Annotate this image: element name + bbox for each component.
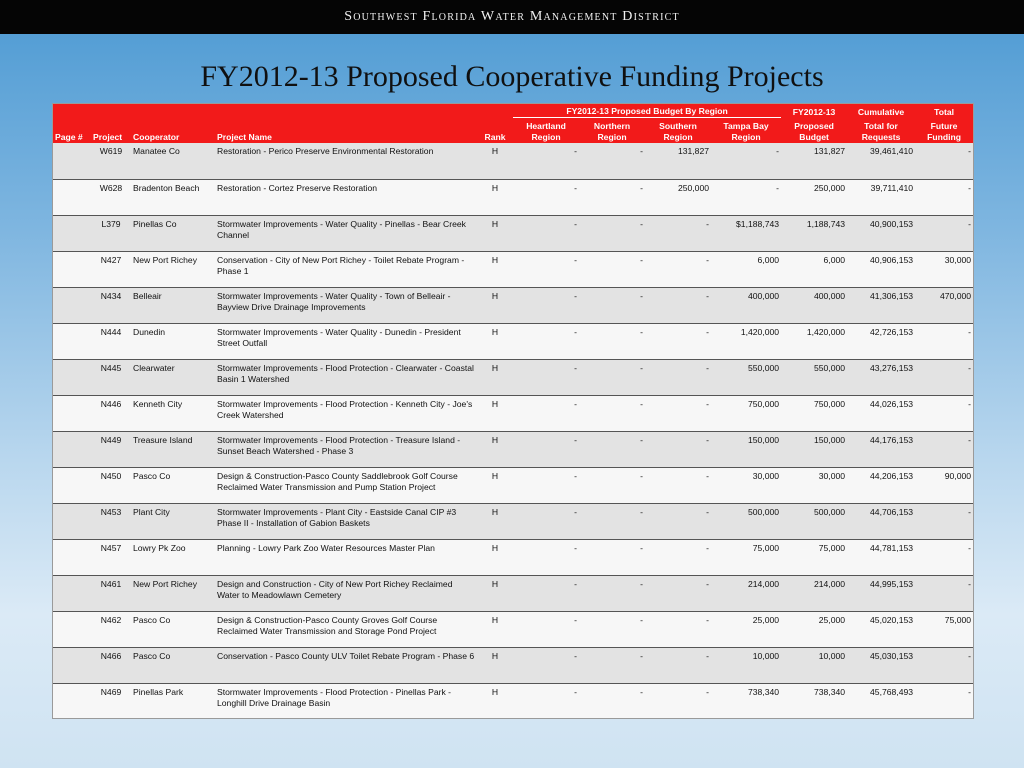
cell-heartland: - <box>513 647 579 683</box>
cell-rank: H <box>477 179 513 215</box>
cell-future-funding: - <box>915 215 973 251</box>
cell-cooperator: Pinellas Park <box>131 683 215 719</box>
cell-future-funding: - <box>915 323 973 359</box>
cell-tampa-bay: 738,340 <box>711 683 781 719</box>
col-project-name: Project Name <box>215 118 477 144</box>
cell-future-funding: - <box>915 179 973 215</box>
cell-proposed-budget: 150,000 <box>781 431 847 467</box>
cell-cooperator: Kenneth City <box>131 395 215 431</box>
total-header: Total <box>915 104 973 118</box>
cell-project-name: Conservation - Pasco County ULV Toilet Rebate Program - Phase 6 <box>215 647 477 683</box>
table-row <box>53 575 973 611</box>
table-row <box>53 611 973 647</box>
table-row <box>53 359 973 395</box>
col-future-funding: Future Funding <box>915 118 973 144</box>
cell-project-name: Stormwater Improvements - Flood Protection - Pinellas Park - Longhill Drive Drainage Basin <box>215 683 477 719</box>
cell-project: N445 <box>91 359 131 395</box>
cell-future-funding: - <box>915 503 973 539</box>
cell-southern: - <box>645 323 711 359</box>
cell-project: N446 <box>91 395 131 431</box>
cell-project: N462 <box>91 611 131 647</box>
cell-cumulative: 44,176,153 <box>847 431 915 467</box>
cell-cooperator: New Port Richey <box>131 575 215 611</box>
col-southern: Southern Region <box>645 118 711 144</box>
cell-tampa-bay: 500,000 <box>711 503 781 539</box>
cell-southern: 250,000 <box>645 179 711 215</box>
cell-project-name: Stormwater Improvements - Water Quality - Dunedin - President Street Outfall <box>215 323 477 359</box>
cell-cooperator: Manatee Co <box>131 143 215 179</box>
cell-rank: H <box>477 503 513 539</box>
table-row <box>53 251 973 287</box>
cell-proposed-budget: 400,000 <box>781 287 847 323</box>
col-rank: Rank <box>477 118 513 144</box>
cell-project: N457 <box>91 539 131 575</box>
col-proposed-budget: Proposed Budget <box>781 118 847 144</box>
cell-southern: - <box>645 287 711 323</box>
cell-rank: H <box>477 215 513 251</box>
cell-southern: - <box>645 251 711 287</box>
cell-proposed-budget: 10,000 <box>781 647 847 683</box>
table-row <box>53 287 973 323</box>
cell-heartland: - <box>513 215 579 251</box>
projects-table <box>53 104 973 719</box>
cell-southern: - <box>645 431 711 467</box>
cell-proposed-budget: 750,000 <box>781 395 847 431</box>
cell-tampa-bay: 6,000 <box>711 251 781 287</box>
cell-project-name: Restoration - Cortez Preserve Restoration <box>215 179 477 215</box>
cell-rank: H <box>477 323 513 359</box>
cell-tampa-bay: 400,000 <box>711 287 781 323</box>
cell-cooperator: Pasco Co <box>131 467 215 503</box>
col-cooperator: Cooperator <box>131 118 215 144</box>
cell-project: N450 <box>91 467 131 503</box>
cell-heartland: - <box>513 179 579 215</box>
cell-heartland: - <box>513 359 579 395</box>
cell-project: N434 <box>91 287 131 323</box>
cell-cooperator: Lowry Pk Zoo <box>131 539 215 575</box>
cell-rank: H <box>477 395 513 431</box>
cell-rank: H <box>477 467 513 503</box>
budget-by-region-header: FY2012-13 Proposed Budget By Region <box>513 104 781 118</box>
cell-tampa-bay: 550,000 <box>711 359 781 395</box>
cell-heartland: - <box>513 287 579 323</box>
cell-future-funding: 90,000 <box>915 467 973 503</box>
cell-heartland: - <box>513 323 579 359</box>
cell-northern: - <box>579 323 645 359</box>
col-tampa-bay: Tampa Bay Region <box>711 118 781 144</box>
cell-project: W619 <box>91 143 131 179</box>
cell-tampa-bay: $1,188,743 <box>711 215 781 251</box>
cell-northern: - <box>579 431 645 467</box>
table-row <box>53 323 973 359</box>
cell-cumulative: 45,768,493 <box>847 683 915 719</box>
cell-cumulative: 40,906,153 <box>847 251 915 287</box>
cell-northern: - <box>579 575 645 611</box>
cell-tampa-bay: 30,000 <box>711 467 781 503</box>
cell-rank: H <box>477 287 513 323</box>
cell-project-name: Stormwater Improvements - Flood Protection - Kenneth City - Joe's Creek Watershed <box>215 395 477 431</box>
cell-cooperator: Pasco Co <box>131 611 215 647</box>
cell-project-name: Design and Construction - City of New Port Richey Reclaimed Water to Meadowlawn Cemetery <box>215 575 477 611</box>
cell-project: N444 <box>91 323 131 359</box>
cell-cumulative: 45,030,153 <box>847 647 915 683</box>
cell-proposed-budget: 131,827 <box>781 143 847 179</box>
cell-future-funding: - <box>915 359 973 395</box>
cell-southern: 131,827 <box>645 143 711 179</box>
cell-northern: - <box>579 539 645 575</box>
cell-heartland: - <box>513 251 579 287</box>
cell-northern: - <box>579 251 645 287</box>
table-row <box>53 143 973 179</box>
table-row <box>53 215 973 251</box>
cell-tampa-bay: - <box>711 143 781 179</box>
cell-project: N427 <box>91 251 131 287</box>
cell-northern: - <box>579 395 645 431</box>
table-row <box>53 647 973 683</box>
cell-heartland: - <box>513 683 579 719</box>
cell-proposed-budget: 30,000 <box>781 467 847 503</box>
cell-cumulative: 44,026,153 <box>847 395 915 431</box>
cell-project-name: Planning - Lowry Park Zoo Water Resources Master Plan <box>215 539 477 575</box>
col-northern: Northern Region <box>579 118 645 144</box>
cell-proposed-budget: 25,000 <box>781 611 847 647</box>
cell-proposed-budget: 500,000 <box>781 503 847 539</box>
cell-project-name: Stormwater Improvements - Water Quality - Pinellas - Bear Creek Channel <box>215 215 477 251</box>
header-bar <box>0 0 1024 34</box>
cell-heartland: - <box>513 539 579 575</box>
table-row <box>53 179 973 215</box>
cell-northern: - <box>579 359 645 395</box>
cell-heartland: - <box>513 503 579 539</box>
cell-heartland: - <box>513 431 579 467</box>
cell-tampa-bay: 25,000 <box>711 611 781 647</box>
cell-cooperator: Plant City <box>131 503 215 539</box>
cell-project: N453 <box>91 503 131 539</box>
cell-northern: - <box>579 143 645 179</box>
col-total-for-requests: Total for Requests <box>847 118 915 144</box>
cell-southern: - <box>645 503 711 539</box>
cell-southern: - <box>645 611 711 647</box>
cell-tampa-bay: 150,000 <box>711 431 781 467</box>
cell-rank: H <box>477 575 513 611</box>
cell-cumulative: 44,781,153 <box>847 539 915 575</box>
col-heartland: Heartland Region <box>513 118 579 144</box>
cell-cumulative: 44,995,153 <box>847 575 915 611</box>
col-page: Page # <box>53 118 91 144</box>
org-name: Southwest Florida Water Management District <box>344 9 680 24</box>
cell-southern: - <box>645 539 711 575</box>
cell-cooperator: Treasure Island <box>131 431 215 467</box>
cell-future-funding: 75,000 <box>915 611 973 647</box>
cell-project-name: Stormwater Improvements - Flood Protection - Clearwater - Coastal Basin 1 Watershed <box>215 359 477 395</box>
cell-project-name: Restoration - Perico Preserve Environmental Restoration <box>215 143 477 179</box>
cell-project-name: Stormwater Improvements - Flood Protection - Treasure Island - Sunset Beach Watershed - Phase 3 <box>215 431 477 467</box>
cell-project: W628 <box>91 179 131 215</box>
cell-proposed-budget: 738,340 <box>781 683 847 719</box>
cell-proposed-budget: 550,000 <box>781 359 847 395</box>
cell-future-funding: 30,000 <box>915 251 973 287</box>
table-body <box>53 143 973 719</box>
cell-future-funding: - <box>915 395 973 431</box>
cell-proposed-budget: 1,420,000 <box>781 323 847 359</box>
cell-northern: - <box>579 611 645 647</box>
cell-northern: - <box>579 215 645 251</box>
cell-rank: H <box>477 683 513 719</box>
projects-table-container <box>52 103 974 719</box>
cell-proposed-budget: 6,000 <box>781 251 847 287</box>
cell-southern: - <box>645 359 711 395</box>
cell-northern: - <box>579 287 645 323</box>
table-row <box>53 467 973 503</box>
table-row <box>53 503 973 539</box>
cell-cumulative: 44,206,153 <box>847 467 915 503</box>
cell-project-name: Stormwater Improvements - Water Quality - Town of Belleair - Bayview Drive Drainage Improvements <box>215 287 477 323</box>
cell-tampa-bay: 750,000 <box>711 395 781 431</box>
cell-tampa-bay: 214,000 <box>711 575 781 611</box>
cell-heartland: - <box>513 395 579 431</box>
cell-project-name: Design & Construction-Pasco County Saddlebrook Golf Course Reclaimed Water Transmission and Pump Station Project <box>215 467 477 503</box>
table-row <box>53 539 973 575</box>
fy-proposed-header: FY2012-13 <box>781 104 847 118</box>
cell-future-funding: 470,000 <box>915 287 973 323</box>
cell-project: L379 <box>91 215 131 251</box>
cell-rank: H <box>477 539 513 575</box>
cell-future-funding: - <box>915 575 973 611</box>
cell-cumulative: 43,276,153 <box>847 359 915 395</box>
cell-cumulative: 41,306,153 <box>847 287 915 323</box>
cell-southern: - <box>645 395 711 431</box>
cell-heartland: - <box>513 143 579 179</box>
cell-tampa-bay: - <box>711 179 781 215</box>
cumulative-header: Cumulative <box>847 104 915 118</box>
cell-future-funding: - <box>915 647 973 683</box>
cell-cooperator: Belleair <box>131 287 215 323</box>
cell-proposed-budget: 1,188,743 <box>781 215 847 251</box>
cell-project-name: Design & Construction-Pasco County Groves Golf Course Reclaimed Water Transmission and Storage Pond Project <box>215 611 477 647</box>
cell-heartland: - <box>513 467 579 503</box>
cell-project: N469 <box>91 683 131 719</box>
cell-future-funding: - <box>915 539 973 575</box>
cell-future-funding: - <box>915 143 973 179</box>
cell-southern: - <box>645 575 711 611</box>
cell-cooperator: Pinellas Co <box>131 215 215 251</box>
cell-northern: - <box>579 503 645 539</box>
cell-tampa-bay: 1,420,000 <box>711 323 781 359</box>
cell-cooperator: New Port Richey <box>131 251 215 287</box>
cell-heartland: - <box>513 611 579 647</box>
cell-rank: H <box>477 143 513 179</box>
cell-project-name: Conservation - City of New Port Richey - Toilet Rebate Program - Phase 1 <box>215 251 477 287</box>
cell-cumulative: 42,726,153 <box>847 323 915 359</box>
cell-southern: - <box>645 467 711 503</box>
cell-northern: - <box>579 467 645 503</box>
cell-cooperator: Pasco Co <box>131 647 215 683</box>
cell-cooperator: Bradenton Beach <box>131 179 215 215</box>
table-row <box>53 431 973 467</box>
cell-project-name: Stormwater Improvements - Plant City - Eastside Canal CIP #3 Phase II - Installation of Gabion Baskets <box>215 503 477 539</box>
cell-heartland: - <box>513 575 579 611</box>
cell-rank: H <box>477 611 513 647</box>
cell-future-funding: - <box>915 683 973 719</box>
cell-cumulative: 45,020,153 <box>847 611 915 647</box>
cell-cooperator: Clearwater <box>131 359 215 395</box>
cell-rank: H <box>477 251 513 287</box>
cell-project: N449 <box>91 431 131 467</box>
cell-proposed-budget: 214,000 <box>781 575 847 611</box>
cell-rank: H <box>477 647 513 683</box>
cell-proposed-budget: 250,000 <box>781 179 847 215</box>
cell-northern: - <box>579 683 645 719</box>
cell-rank: H <box>477 431 513 467</box>
cell-project: N466 <box>91 647 131 683</box>
cell-southern: - <box>645 683 711 719</box>
cell-tampa-bay: 75,000 <box>711 539 781 575</box>
cell-northern: - <box>579 179 645 215</box>
cell-cumulative: 40,900,153 <box>847 215 915 251</box>
table-row <box>53 395 973 431</box>
cell-project: N461 <box>91 575 131 611</box>
cell-cumulative: 39,461,410 <box>847 143 915 179</box>
cell-cooperator: Dunedin <box>131 323 215 359</box>
cell-cumulative: 39,711,410 <box>847 179 915 215</box>
cell-rank: H <box>477 359 513 395</box>
cell-northern: - <box>579 647 645 683</box>
col-project: Project <box>91 118 131 144</box>
cell-southern: - <box>645 215 711 251</box>
cell-southern: - <box>645 647 711 683</box>
table-header <box>53 104 973 143</box>
cell-proposed-budget: 75,000 <box>781 539 847 575</box>
table-row <box>53 683 973 719</box>
cell-future-funding: - <box>915 431 973 467</box>
cell-cumulative: 44,706,153 <box>847 503 915 539</box>
slide-title: FY2012-13 Proposed Cooperative Funding Projects <box>200 60 824 93</box>
cell-tampa-bay: 10,000 <box>711 647 781 683</box>
